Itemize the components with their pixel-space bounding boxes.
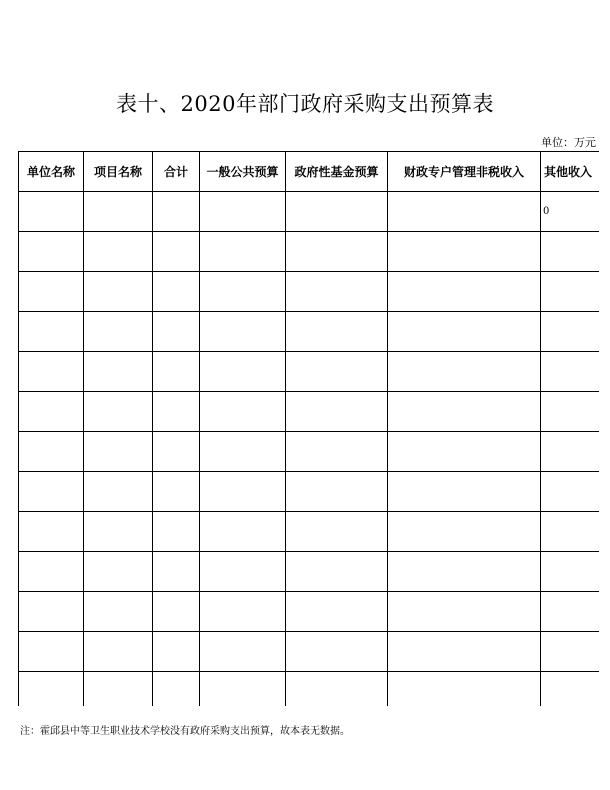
table-cell: [388, 592, 541, 632]
table-cell: [19, 352, 84, 392]
table-cell: [19, 512, 84, 552]
table-cell: [19, 632, 84, 672]
table-cell: [541, 512, 599, 552]
table-cell: [84, 592, 153, 632]
table-row: [19, 512, 599, 552]
table-cell: [541, 432, 599, 472]
table-cell: 0: [541, 192, 599, 232]
table-cell: [153, 552, 200, 592]
table-cell: [19, 592, 84, 632]
table-row: [19, 672, 599, 707]
table-cell: [84, 632, 153, 672]
table-body: [19, 192, 599, 707]
table-cell: [84, 512, 153, 552]
table-row: [19, 552, 599, 592]
table-cell: [153, 192, 200, 232]
table-cell: [153, 312, 200, 352]
table-cell: [84, 232, 153, 272]
table-cell: [541, 352, 599, 392]
table-cell: [541, 472, 599, 512]
table-cell: [153, 392, 200, 432]
table-cell: [19, 552, 84, 592]
table-row: [19, 272, 599, 312]
table-row: [19, 312, 599, 352]
table-cell: [388, 192, 541, 232]
footnote: 注：霍邱县中等卫生职业技术学校没有政府采购支出预算，故本表无数据。: [20, 726, 350, 737]
table-cell: [153, 512, 200, 552]
table-cell: [153, 672, 200, 707]
table-cell: [541, 592, 599, 632]
table-cell: [84, 392, 153, 432]
table-cell: [286, 472, 388, 512]
table-cell: [286, 312, 388, 352]
table-cell: [388, 632, 541, 672]
table-row: [19, 232, 599, 272]
table-cell: [84, 272, 153, 312]
table-cell: [200, 632, 286, 672]
table-cell: [153, 632, 200, 672]
table-cell: [286, 432, 388, 472]
table-cell: [84, 472, 153, 512]
table-cell: [200, 552, 286, 592]
table-cell: [541, 272, 599, 312]
table-cell: [286, 632, 388, 672]
table-cell: [84, 312, 153, 352]
budget-table-container: [18, 151, 610, 706]
table-cell: [388, 512, 541, 552]
table-cell: [200, 432, 286, 472]
table-cell: [286, 552, 388, 592]
table-cell: [286, 392, 388, 432]
header-other-income: 其他收入: [541, 152, 599, 192]
table-cell: [19, 232, 84, 272]
table-row: [19, 192, 599, 232]
table-cell: [388, 272, 541, 312]
header-project-name: 项目名称: [84, 152, 153, 192]
table-cell: [286, 672, 388, 707]
table-cell: [19, 472, 84, 512]
table-row: [19, 472, 599, 512]
table-cell: [541, 232, 599, 272]
table-cell: [19, 672, 84, 707]
table-cell: [84, 192, 153, 232]
table-cell: [153, 272, 200, 312]
table-cell: [541, 552, 599, 592]
table-cell: [286, 192, 388, 232]
table-cell: [153, 352, 200, 392]
table-cell: [200, 312, 286, 352]
table-cell: [19, 272, 84, 312]
table-cell: [84, 352, 153, 392]
table-cell: [200, 232, 286, 272]
table-cell: [541, 392, 599, 432]
header-nontax-income: 财政专户管理非税收入: [388, 152, 541, 192]
table-cell: [286, 592, 388, 632]
table-cell: [200, 672, 286, 707]
table-cell: [388, 392, 541, 432]
header-general-budget: 一般公共预算: [200, 152, 286, 192]
table-cell: [286, 352, 388, 392]
table-cell: [19, 192, 84, 232]
table-cell: [153, 592, 200, 632]
table-cell: [388, 672, 541, 707]
table-cell: [388, 432, 541, 472]
unit-label: 单位：万元: [541, 136, 596, 149]
table-cell: [153, 432, 200, 472]
table-row: [19, 632, 599, 672]
table-cell: [388, 472, 541, 512]
table-cell: [388, 232, 541, 272]
table-cell: [200, 472, 286, 512]
table-cell: [19, 432, 84, 472]
budget-table: [18, 151, 599, 706]
table-row: [19, 592, 599, 632]
table-cell: [286, 512, 388, 552]
table-cell: [19, 392, 84, 432]
table-cell: [84, 672, 153, 707]
table-cell: [286, 272, 388, 312]
table-cell: [200, 592, 286, 632]
table-cell: [388, 552, 541, 592]
table-cell: [541, 632, 599, 672]
table-cell: [541, 312, 599, 352]
header-unit-name: 单位名称: [19, 152, 84, 192]
table-cell: [84, 552, 153, 592]
table-row: [19, 352, 599, 392]
page-title: 表十、2020年部门政府采购支出预算表: [116, 92, 494, 116]
header-total: 合计: [153, 152, 200, 192]
header-fund-budget: 政府性基金预算: [286, 152, 388, 192]
table-cell: [200, 512, 286, 552]
table-cell: [153, 472, 200, 512]
table-cell: [84, 432, 153, 472]
table-cell: [286, 232, 388, 272]
table-row: [19, 392, 599, 432]
table-row: [19, 432, 599, 472]
table-cell: [388, 312, 541, 352]
table-cell: [19, 312, 84, 352]
table-header-row: [19, 152, 599, 192]
table-cell: [200, 392, 286, 432]
table-cell: [541, 672, 599, 707]
table-cell: [200, 272, 286, 312]
table-cell: [388, 352, 541, 392]
table-cell: [200, 352, 286, 392]
table-cell: [153, 232, 200, 272]
table-cell: [200, 192, 286, 232]
